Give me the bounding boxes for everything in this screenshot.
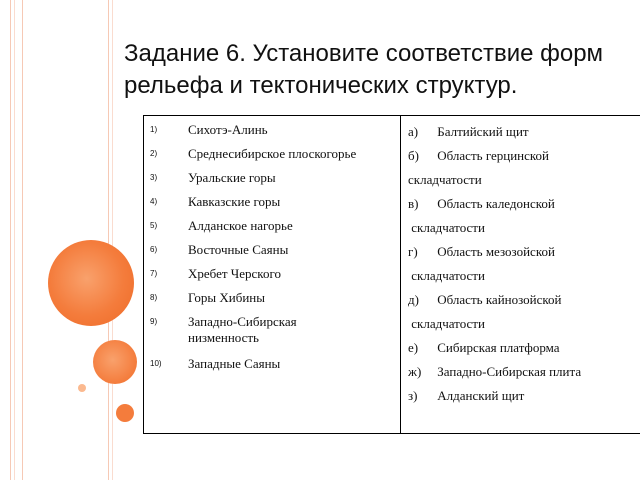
option-text: Балтийский щит [437, 124, 529, 139]
option-letter: а) [408, 124, 419, 139]
tectonic-line [408, 148, 549, 164]
item-number: 5) [150, 221, 158, 230]
option-text: складчатости [408, 268, 485, 283]
item-number: 6) [150, 245, 158, 254]
decorative-circle-dot [78, 384, 86, 392]
deco-rule [14, 0, 15, 480]
option-text: Область каледонской [437, 196, 555, 211]
option-text: Сибирская платформа [437, 340, 560, 355]
deco-rule [10, 0, 11, 480]
option-text: складчатости [408, 316, 485, 331]
tectonic-line [408, 388, 524, 404]
deco-rule [108, 0, 109, 480]
option-text: Область мезозойской [437, 244, 555, 259]
item-label: Алданское нагорье [188, 218, 293, 233]
option-text: складчатости [408, 172, 482, 187]
item-number: 2) [150, 149, 158, 158]
option-text: складчатости [408, 220, 485, 235]
item-number: 4) [150, 197, 158, 206]
option-text: Алданский щит [437, 388, 525, 403]
option-letter: в) [408, 196, 419, 211]
option-letter: з) [408, 388, 418, 403]
item-label: Хребет Черского [188, 266, 281, 281]
tectonic-line [408, 220, 485, 236]
item-label: Сихотэ-Алинь [188, 122, 268, 137]
matching-table [143, 115, 640, 434]
item-number: 10) [150, 359, 162, 368]
deco-rule [112, 0, 113, 480]
tectonic-line [408, 364, 581, 380]
item-number: 8) [150, 293, 158, 302]
page-title [124, 38, 640, 102]
item-label: Среднесибирское плоскогорье [188, 146, 357, 161]
tectonic-line [408, 172, 482, 188]
title-line-2: рельефа и тектонических структур. [124, 72, 518, 99]
tectonic-line [408, 292, 562, 308]
deco-rule [22, 0, 23, 480]
decorative-circle-medium [93, 340, 137, 384]
option-letter: б) [408, 148, 419, 163]
item-number: 3) [150, 173, 158, 182]
item-label: Кавказские горы [188, 194, 281, 209]
tectonic-line [408, 196, 555, 212]
column-divider [400, 116, 401, 433]
item-label: Горы Хибины [188, 290, 265, 305]
option-letter: ж) [408, 364, 422, 379]
option-text: Область кайнозойской [437, 292, 562, 307]
tectonic-line [408, 244, 555, 260]
title-line-1: Задание 6. Установите соответствие форм [124, 40, 604, 67]
option-text: Область герцинской [437, 148, 550, 163]
tectonic-line [408, 340, 560, 356]
item-label: Уральские горы [188, 170, 276, 185]
option-text: Западно-Сибирская плита [437, 364, 582, 379]
item-number: 7) [150, 269, 158, 278]
decorative-circle-small [116, 404, 134, 422]
tectonic-line [408, 316, 485, 332]
item-label: Восточные Саяны [188, 242, 289, 257]
item-label: Западно-Сибирская низменность [188, 314, 297, 345]
tectonic-line [408, 268, 485, 284]
item-number: 9) [150, 317, 158, 326]
option-letter: е) [408, 340, 419, 355]
decorative-circle-large [48, 240, 134, 326]
option-letter: д) [408, 292, 419, 307]
tectonic-line [408, 124, 529, 140]
option-letter: г) [408, 244, 418, 259]
item-number: 1) [150, 125, 158, 134]
decorative-rules [0, 0, 120, 480]
item-label: Западные Саяны [188, 356, 281, 371]
